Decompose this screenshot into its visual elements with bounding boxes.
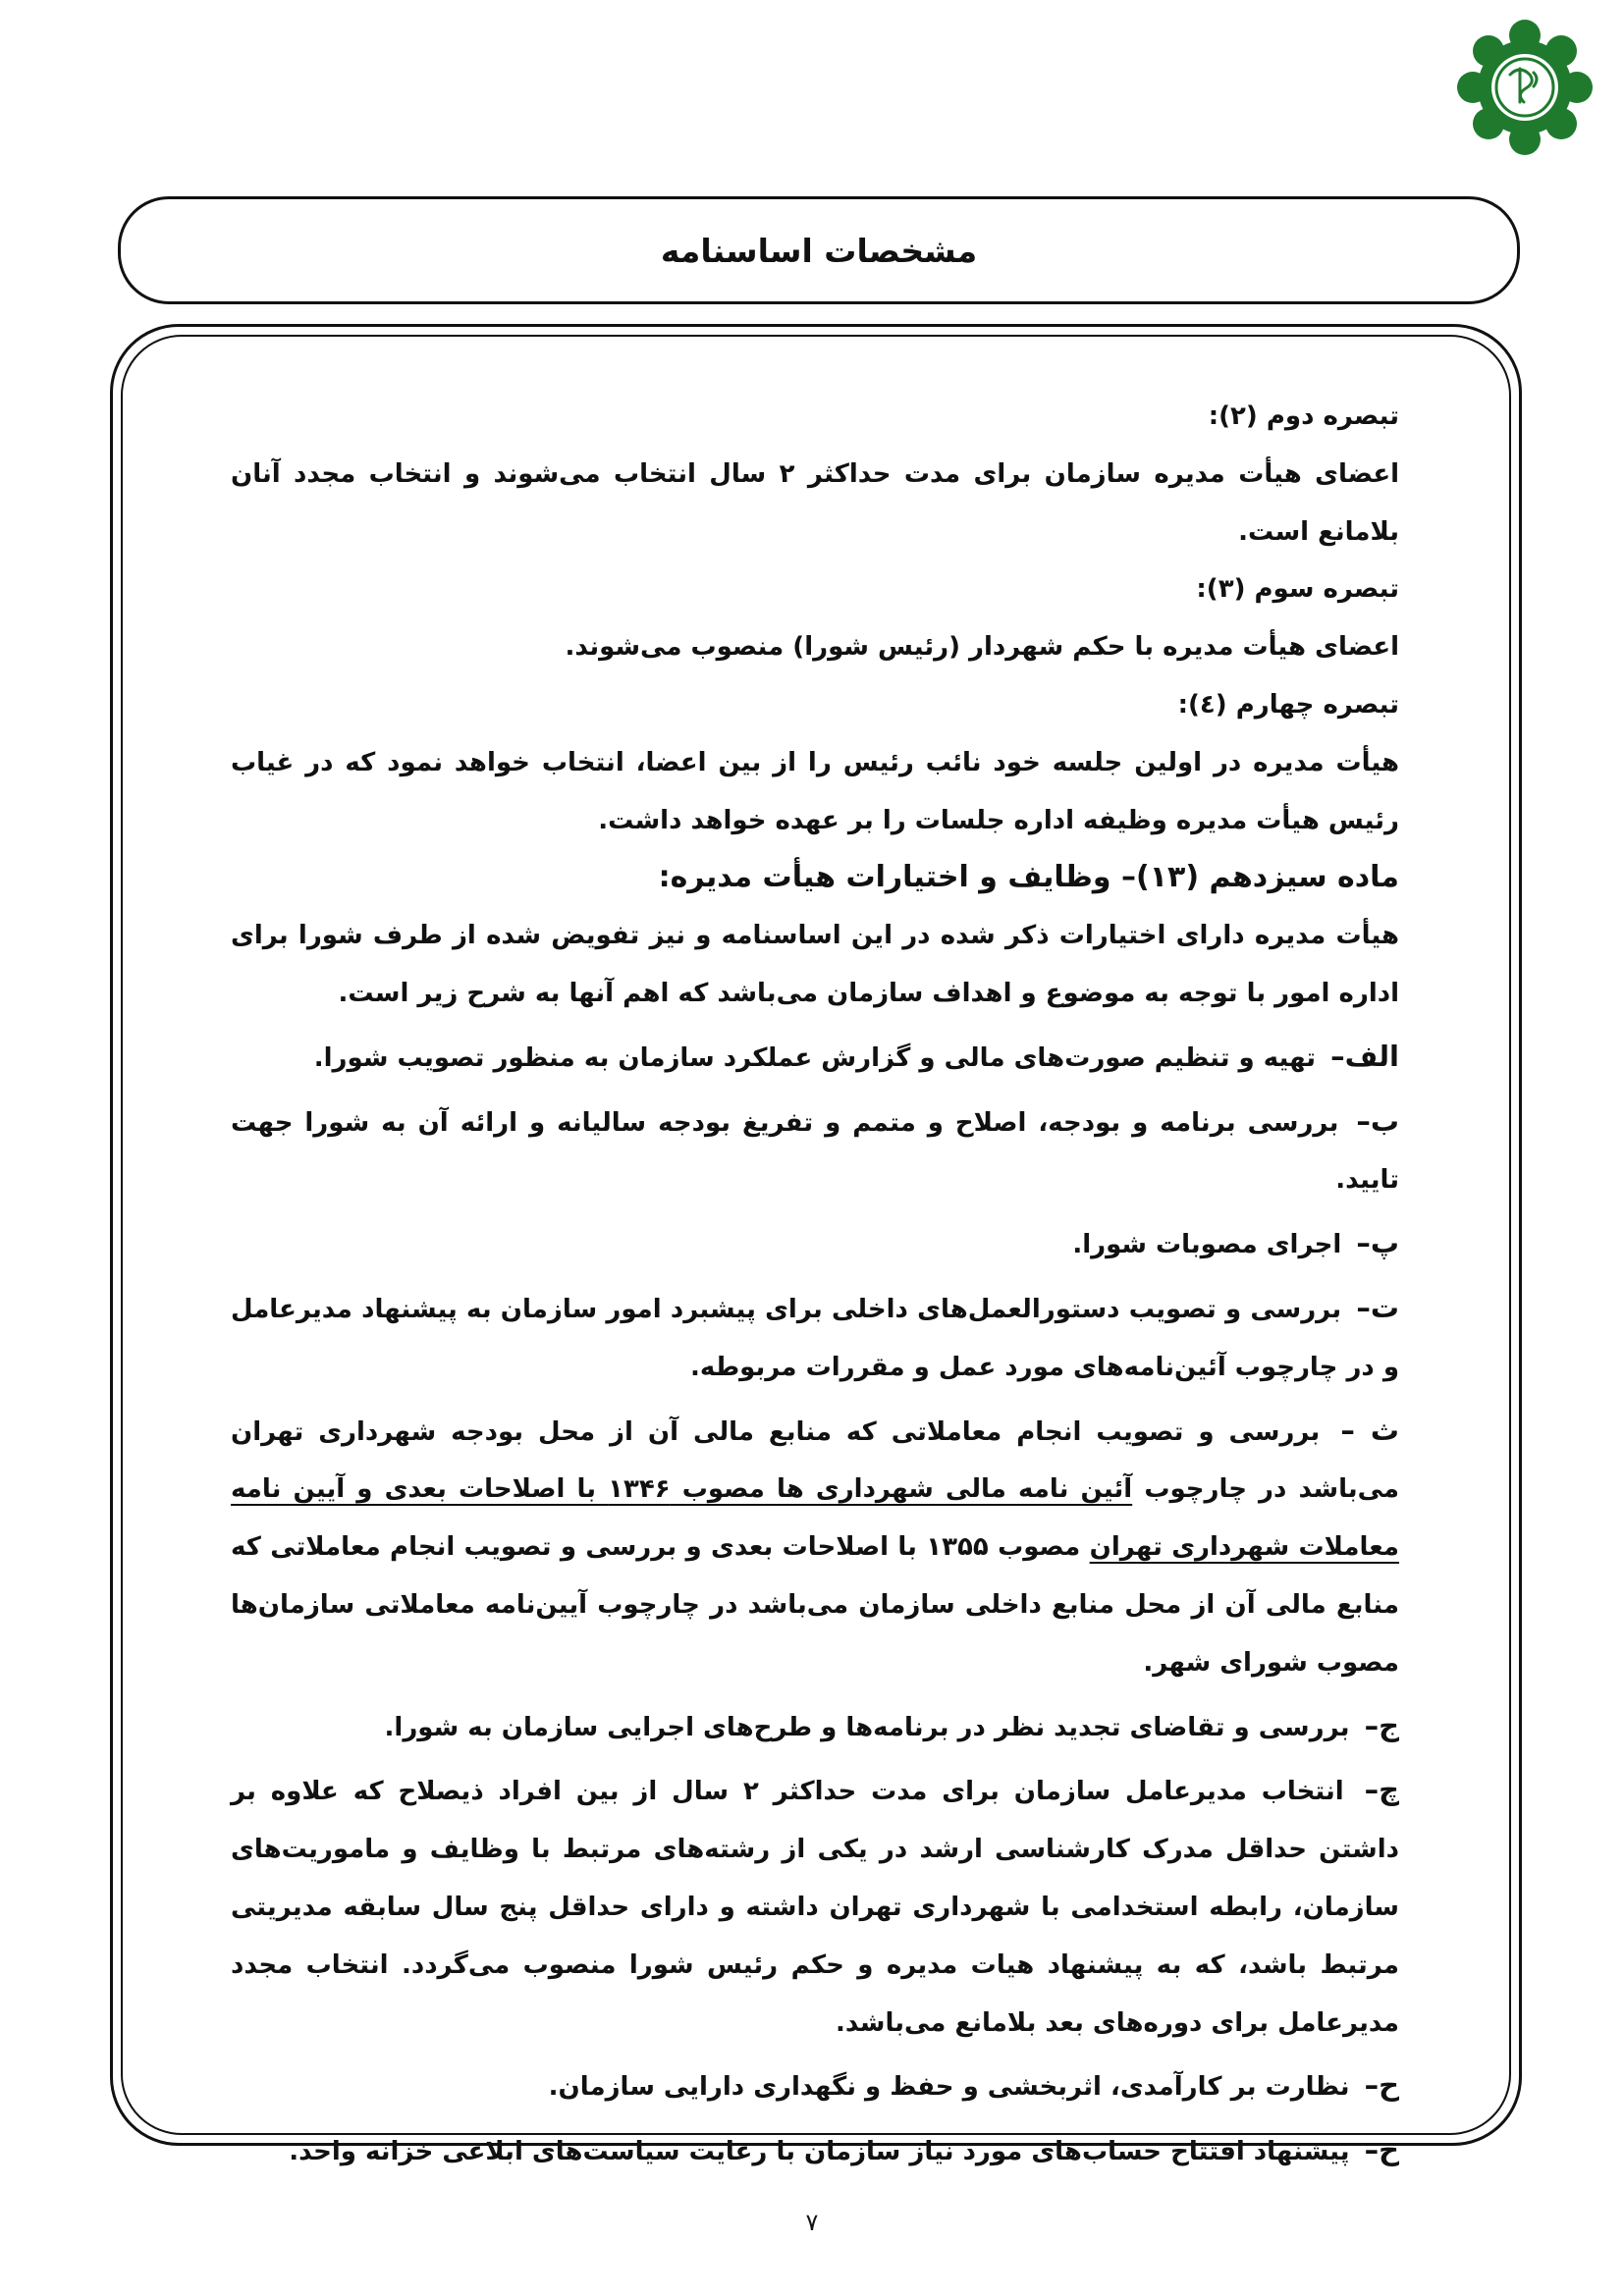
item-text: اجرای مصوبات شورا. <box>1072 1230 1342 1260</box>
item-text: بررسی و تصویب انجام معاملاتی که منابع مالی آن از محل بودجه شهرداری تهران می‌باشد در چارچوب <box>231 1416 1399 1505</box>
item-lead: خ– <box>1364 2133 1399 2167</box>
item-text: بررسی و تصویب دستورالعمل‌های داخلی برای پیشبرد امور سازمان به پیشنهاد مدیرعامل و در چارچوب آئین‌نامه‌های مورد عمل و مقررات مربوطه. <box>231 1294 1399 1382</box>
item-text: پیشنهاد افتتاح حساب‌های مورد نیاز سازمان با رعایت سیاست‌های ابلاغی خزانه واحد. <box>289 2137 1350 2167</box>
list-item <box>231 1697 1399 1757</box>
note-4-text: هیأت مدیره در اولین جلسه خود نائب رئیس را از بین اعضا، انتخاب خواهد نمود که در غیاب رئیس هیأت مدیره وظیفه اداره جلسات را بر عهده خواهد داشت. <box>231 747 1399 835</box>
list-item <box>231 2121 1399 2181</box>
note-2-text: اعضای هیأت مدیره سازمان برای مدت حداکثر ۲ سال انتخاب می‌شوند و انتخاب مجدد آنان بلامانع است. <box>231 458 1400 547</box>
item-lead: چ– <box>1364 1773 1399 1807</box>
regulation-reference: آئین نامه مالی شهرداری ها مصوب ۱۳۴۶ با اصلاحات بعدی و آیین نامه معاملات شهرداری تهران <box>231 1474 1399 1563</box>
note-2-heading: تبصره دوم (۲): <box>1208 401 1399 431</box>
list-item <box>231 1761 1399 2052</box>
item-text: انتخاب مدیرعامل سازمان برای مدت حداکثر ۲ سال از بین افراد ذیصلاح که علاوه بر داشتن حداقل مدرک کارشناسی ارشد در یکی از رشته‌های مرتبط با وظایف و ماموریت‌های سازمان، رابطه استخدامی با شهرداری تهران داشته و دارای حداقل پنج سال سابقه مدیریتی مرتبط باشد، که به پیشنهاد هیات مدیره و حکم رئیس شورا منصوب می‌گردد. انتخاب مجدد مدیرعامل برای دوره‌های بعد بلامانع می‌باشد. <box>231 1777 1399 2038</box>
item-text: بررسی برنامه و بودجه، اصلاح و متمم و تفریغ بودجه سالیانه و ارائه آن به شورا جهت تایید. <box>231 1107 1399 1196</box>
list-item <box>231 1028 1399 1088</box>
document-body <box>231 388 1399 2186</box>
list-item <box>231 1279 1399 1397</box>
item-lead: ح– <box>1364 2068 1399 2103</box>
note-4-heading: تبصره چهارم (٤): <box>1177 689 1399 720</box>
title-banner <box>118 196 1520 304</box>
item-lead: ب– <box>1356 1103 1399 1138</box>
note-3-heading: تبصره سوم (۳): <box>1196 574 1399 605</box>
list-item <box>231 2056 1399 2116</box>
item-lead: ج– <box>1364 1708 1399 1742</box>
item-text: بررسی و تقاضای تجدید نظر در برنامه‌ها و طرح‌های اجرایی سازمان به شورا. <box>384 1712 1350 1742</box>
item-lead: ت– <box>1356 1290 1399 1324</box>
item-text: نظارت بر کارآمدی، اثربخشی و حفظ و نگهداری دارایی سازمان. <box>548 2072 1350 2103</box>
municipality-logo <box>1451 14 1598 161</box>
item-lead: پ– <box>1356 1226 1399 1260</box>
article-13-intro: هیأت مدیره دارای اختیارات ذکر شده در این اساسنامه و نیز تفویض شده از طرف شورا برای اداره امور با توجه به موضوع و اهداف سازمان می‌باشد که اهم آنها به شرح زیر است. <box>231 921 1399 1008</box>
item-lead: الف– <box>1330 1039 1399 1073</box>
list-item <box>231 1402 1399 1692</box>
note-3-text: اعضای هیأت مدیره با حکم شهردار (رئیس شورا) منصوب می‌شوند. <box>565 632 1399 663</box>
page-title: مشخصات اساسنامه <box>660 231 978 270</box>
item-lead: ث – <box>1340 1413 1400 1447</box>
list-item <box>231 1093 1399 1210</box>
item-text: مصوب ۱۳۵۵ با اصلاحات بعدی و بررسی و تصویب انجام معاملاتی که منابع مالی آن از محل منابع داخلی سازمان می‌باشد در چارچوب آیین‌نامه معاملاتی سازمان‌ها مصوب شورای شهر. <box>231 1532 1399 1678</box>
page-number: ۷ <box>805 2209 819 2236</box>
logo-emblem-icon <box>1451 14 1598 161</box>
item-text: تهیه و تنظیم صورت‌های مالی و گزارش عملکرد سازمان به منظور تصویب شورا. <box>313 1042 1317 1073</box>
list-item <box>231 1214 1399 1274</box>
article-13-heading: ماده سیزدهم (۱۳)– وظایف و اختیارات هیأت مدیره: <box>658 860 1399 895</box>
